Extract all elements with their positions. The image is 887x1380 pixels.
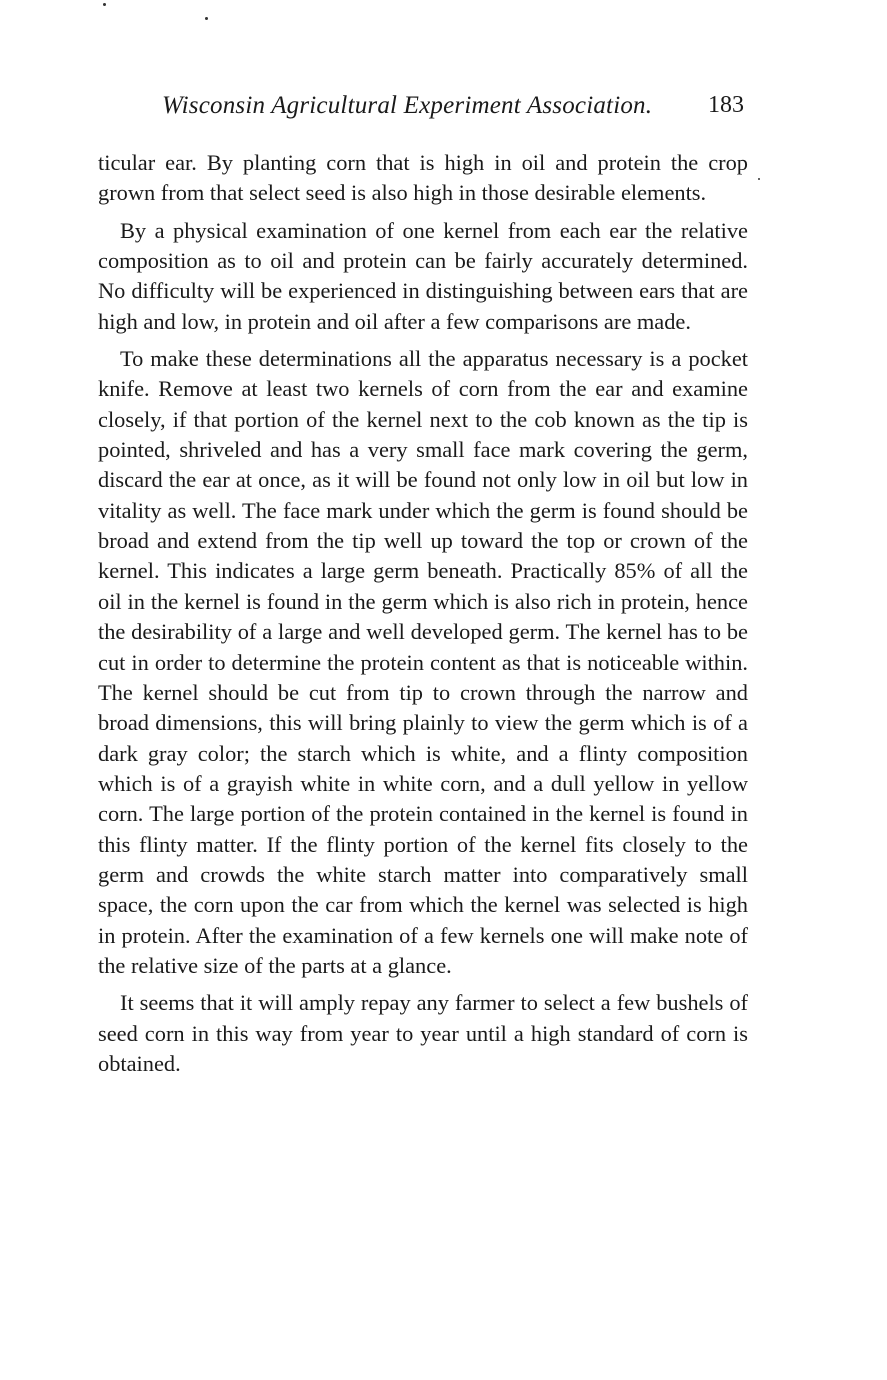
paragraph-determinations: To make these determinations all the apparatus necessary is a pocket knife. Remove at least two kernels of corn from the ear and examine closely, if that portion of the kernel next to the cob known as the tip is pointed, shriveled and has a very small face mark covering the germ, discard the ear at once, as it will be found not only low in oil but low in vitality as well. The face mark under which the germ is found should be broad and extend from the tip well up toward the top or crown of the kernel. This indicates a large germ beneath. Practically 85% of all the oil in the kernel is found in the germ which is also rich in protein, hence the desirability of a large and well developed germ. The kernel has to be cut in order to determine the protein content as that is noticeable within. The kernel should be cut from tip to crown through the narrow and broad dimensions, this will bring plainly to view the germ which is of a dark gray color; the starch which is white, and a flinty composition which is of a grayish white in white corn, and a dull yellow in yellow corn. The large portion of the protein contained in the kernel is found in this flinty matter. If the flinty portion of the kernel fits closely to the germ and crowds the white starch matter into comparatively small space, the corn upon the car from which the kernel was selected is high in protein. After the examination of a few kernels one will make note of the relative size of the parts at a glance. <box>98 346 748 978</box>
running-title: Wisconsin Agricultural Experiment Association. <box>162 92 653 119</box>
ink-speck <box>103 3 106 6</box>
ink-speck <box>205 17 208 20</box>
page-number: 183 <box>708 92 744 118</box>
paragraph-continuation: ticular ear. By planting corn that is high in oil and protein the crop grown from that select seed is also high in those desirable elements. <box>98 150 748 206</box>
page-header <box>96 92 746 126</box>
paragraph-conclusion: It seems that it will amply repay any farmer to select a few bushels of seed corn in this way from year to year until a high standard of corn is obtained. <box>98 990 748 1076</box>
paragraph-physical-examination: By a physical examination of one kernel from each ear the relative composition as to oil and protein can be fairly accurately determined. No difficulty will be experienced in distinguishing between ears that are high and low, in protein and oil after a few comparisons are made. <box>98 217 748 334</box>
ink-speck <box>758 178 760 180</box>
body-text <box>98 148 748 1079</box>
